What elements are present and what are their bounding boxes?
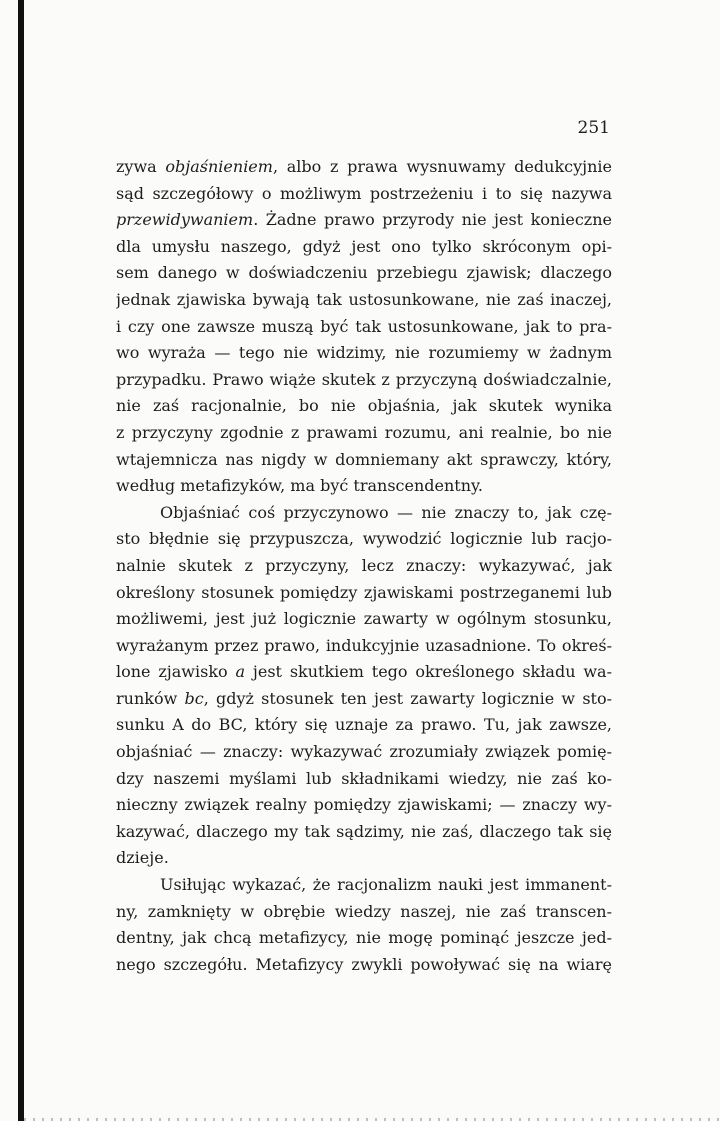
text-segment: . Żadne prawo przyrody nie jest konieczne <box>253 210 612 230</box>
text-segment: zywa <box>116 157 166 176</box>
text-segment: sto błędnie się przypuszcza, wywodzić logicznie lub racjo- <box>116 529 612 549</box>
text-segment: i czy one zawsze muszą być tak ustosunkowane, jak to pra- <box>116 316 612 336</box>
text-segment: Objaśniać coś przyczynowo — nie znaczy to, jak czę- <box>160 502 612 522</box>
text-segment: dzy naszemi myślami lub składnikami wiedzy, nie zaś ko- <box>116 768 612 788</box>
text-line <box>116 845 612 872</box>
text-line <box>116 500 612 527</box>
text-segment: wtajemnicza nas nigdy w domniemany akt sprawczy, który, <box>116 449 612 469</box>
text-segment: sąd szczegółowy o możliwym postrzeżeniu i to się nazywa <box>116 183 612 203</box>
text-line <box>116 473 612 500</box>
italic-text: objaśnieniem <box>165 157 273 176</box>
text-line <box>116 367 612 394</box>
text-segment: z przyczyny zgodnie z prawami rozumu, ani realnie, bo nie <box>116 422 612 442</box>
text-line <box>116 287 612 314</box>
text-line <box>116 580 612 607</box>
text-segment: przypadku. Prawo wiąże skutek z przyczyną doświadczalnie, <box>116 369 612 389</box>
text-line <box>116 340 612 367</box>
text-line <box>116 872 612 899</box>
text-segment: jest skutkiem tego określonego składu wa- <box>245 662 612 682</box>
text-line <box>116 792 612 819</box>
text-line <box>116 819 612 846</box>
scan-binding-edge <box>18 0 24 1121</box>
text-segment: dla umysłu naszego, gdyż jest ono tylko skróconym opi- <box>116 236 612 256</box>
text-line <box>116 686 612 713</box>
text-segment: sem danego w doświadczeniu przebiegu zjawisk; dlaczego <box>116 263 612 283</box>
text-segment: ny, zamknięty w obrębie wiedzy naszej, nie zaś transcen- <box>116 901 612 921</box>
text-segment: możliwemi, jest już logicznie zawarty w ogólnym stosunku, <box>116 609 612 629</box>
text-segment: , albo z prawa wysnuwamy dedukcyjnie <box>272 157 612 176</box>
body-text <box>116 154 612 978</box>
text-segment: nie zaś racjonalnie, bo nie objaśnia, jak skutek wynika <box>116 396 612 416</box>
text-line <box>116 952 612 979</box>
text-line <box>116 420 612 447</box>
text-line <box>116 739 612 766</box>
text-segment: wyrażanym przez prawo, indukcyjnie uzasadnione. To okreś- <box>116 635 612 655</box>
text-line <box>116 606 612 633</box>
text-segment: nego szczegółu. Metafizycy zwykli powoływać się na wiarę <box>116 954 612 974</box>
text-line <box>116 766 612 793</box>
text-line <box>116 526 612 553</box>
text-line <box>116 314 612 341</box>
text-line <box>116 899 612 926</box>
text-segment: lone zjawisko <box>116 662 236 682</box>
text-line <box>116 659 612 686</box>
text-line <box>116 633 612 660</box>
text-segment: jednak zjawiska bywają tak ustosunkowane, nie zaś inaczej, <box>116 289 612 309</box>
text-line <box>116 393 612 420</box>
text-line <box>116 553 612 580</box>
italic-text: przewidywaniem <box>116 210 254 230</box>
text-segment: dzieje. <box>116 848 169 868</box>
text-line <box>116 447 612 474</box>
text-segment: dentny, jak chcą metafizycy, nie mogę pominąć jeszcze jed- <box>116 928 612 948</box>
page-number: 251 <box>577 118 610 138</box>
italic-text: bc <box>184 688 204 708</box>
text-line <box>116 154 612 181</box>
text-line <box>116 260 612 287</box>
text-segment: , gdyż stosunek ten jest zawarty logicznie w sto- <box>203 688 612 708</box>
text-segment: runków <box>116 688 185 708</box>
text-segment: nieczny związek realny pomiędzy zjawiskami; — znaczy wy- <box>116 795 612 815</box>
text-line <box>116 181 612 208</box>
text-segment: Usiłując wykazać, że racjonalizm nauki jest immanent- <box>160 875 612 895</box>
text-line <box>116 234 612 261</box>
text-segment: sunku A do BC, który się uznaje za prawo. Tu, jak zawsze, <box>116 715 612 735</box>
text-line <box>116 712 612 739</box>
text-line <box>116 207 612 234</box>
text-segment: kazywać, dlaczego my tak sądzimy, nie zaś, dlaczego tak się <box>116 821 612 841</box>
italic-text: a <box>235 662 246 682</box>
text-segment: według metafizyków, ma być transcendentny. <box>116 476 484 496</box>
text-segment: objaśniać — znaczy: wykazywać zrozumiały związek pomię- <box>116 742 612 762</box>
text-segment: nalnie skutek z przyczyny, lecz znaczy: wykazywać, jak <box>116 555 612 575</box>
text-line <box>116 925 612 952</box>
text-segment: wo wyraża — tego nie widzimy, nie rozumiemy w żadnym <box>116 343 612 363</box>
text-segment: określony stosunek pomiędzy zjawiskami postrzeganemi lub <box>116 582 612 602</box>
